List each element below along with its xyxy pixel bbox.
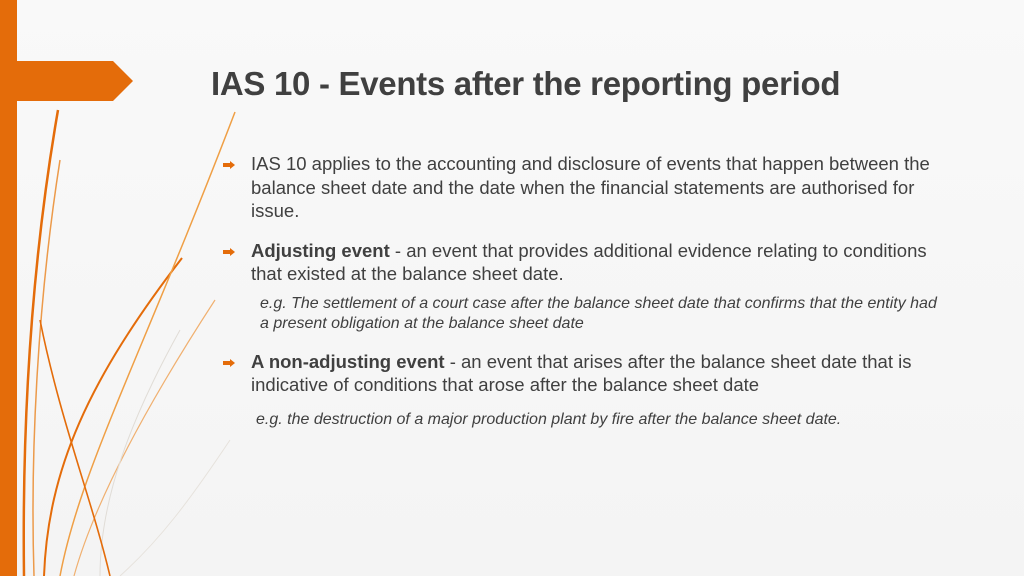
bullet-list — [220, 152, 940, 430]
bullet-text — [251, 351, 911, 396]
arrow-right-icon — [223, 161, 235, 169]
bullet-term: A non-adjusting event — [251, 350, 445, 372]
arrow-right-icon — [223, 248, 235, 256]
bullet-definition: - an event that provides additional evidence relating to conditions that existed at the balance sheet date. — [251, 239, 927, 284]
example-text: e.g. The settlement of a court case after the balance sheet date that confirms that the entity had a present obligation at the balance sheet date — [260, 294, 937, 332]
bullet-definition: - an event that arises after the balance sheet date that is indicative of conditions that arose after the balance sheet date — [251, 350, 912, 395]
accent-curve — [74, 300, 215, 576]
bullet-item — [220, 152, 940, 223]
accent-curve — [33, 160, 60, 576]
accent-curve — [100, 330, 180, 576]
example-text: e.g. the destruction of a major production plant by fire after the balance sheet date. — [256, 410, 842, 428]
bullet-item — [220, 350, 940, 430]
accent-curve — [60, 112, 235, 576]
slide-title: IAS 10 - Events after the reporting period — [211, 65, 841, 102]
bullet-text: IAS 10 applies to the accounting and disclosure of events that happen between the balance sheet date and the date when the financial statements are authorised for issue. — [251, 153, 930, 221]
bullet-text — [251, 240, 927, 285]
arrow-right-icon — [223, 359, 235, 367]
accent-curve — [120, 440, 230, 576]
bullet-item — [220, 239, 940, 334]
title-accent-tab — [0, 61, 133, 101]
bullet-term: Adjusting event — [251, 239, 390, 261]
